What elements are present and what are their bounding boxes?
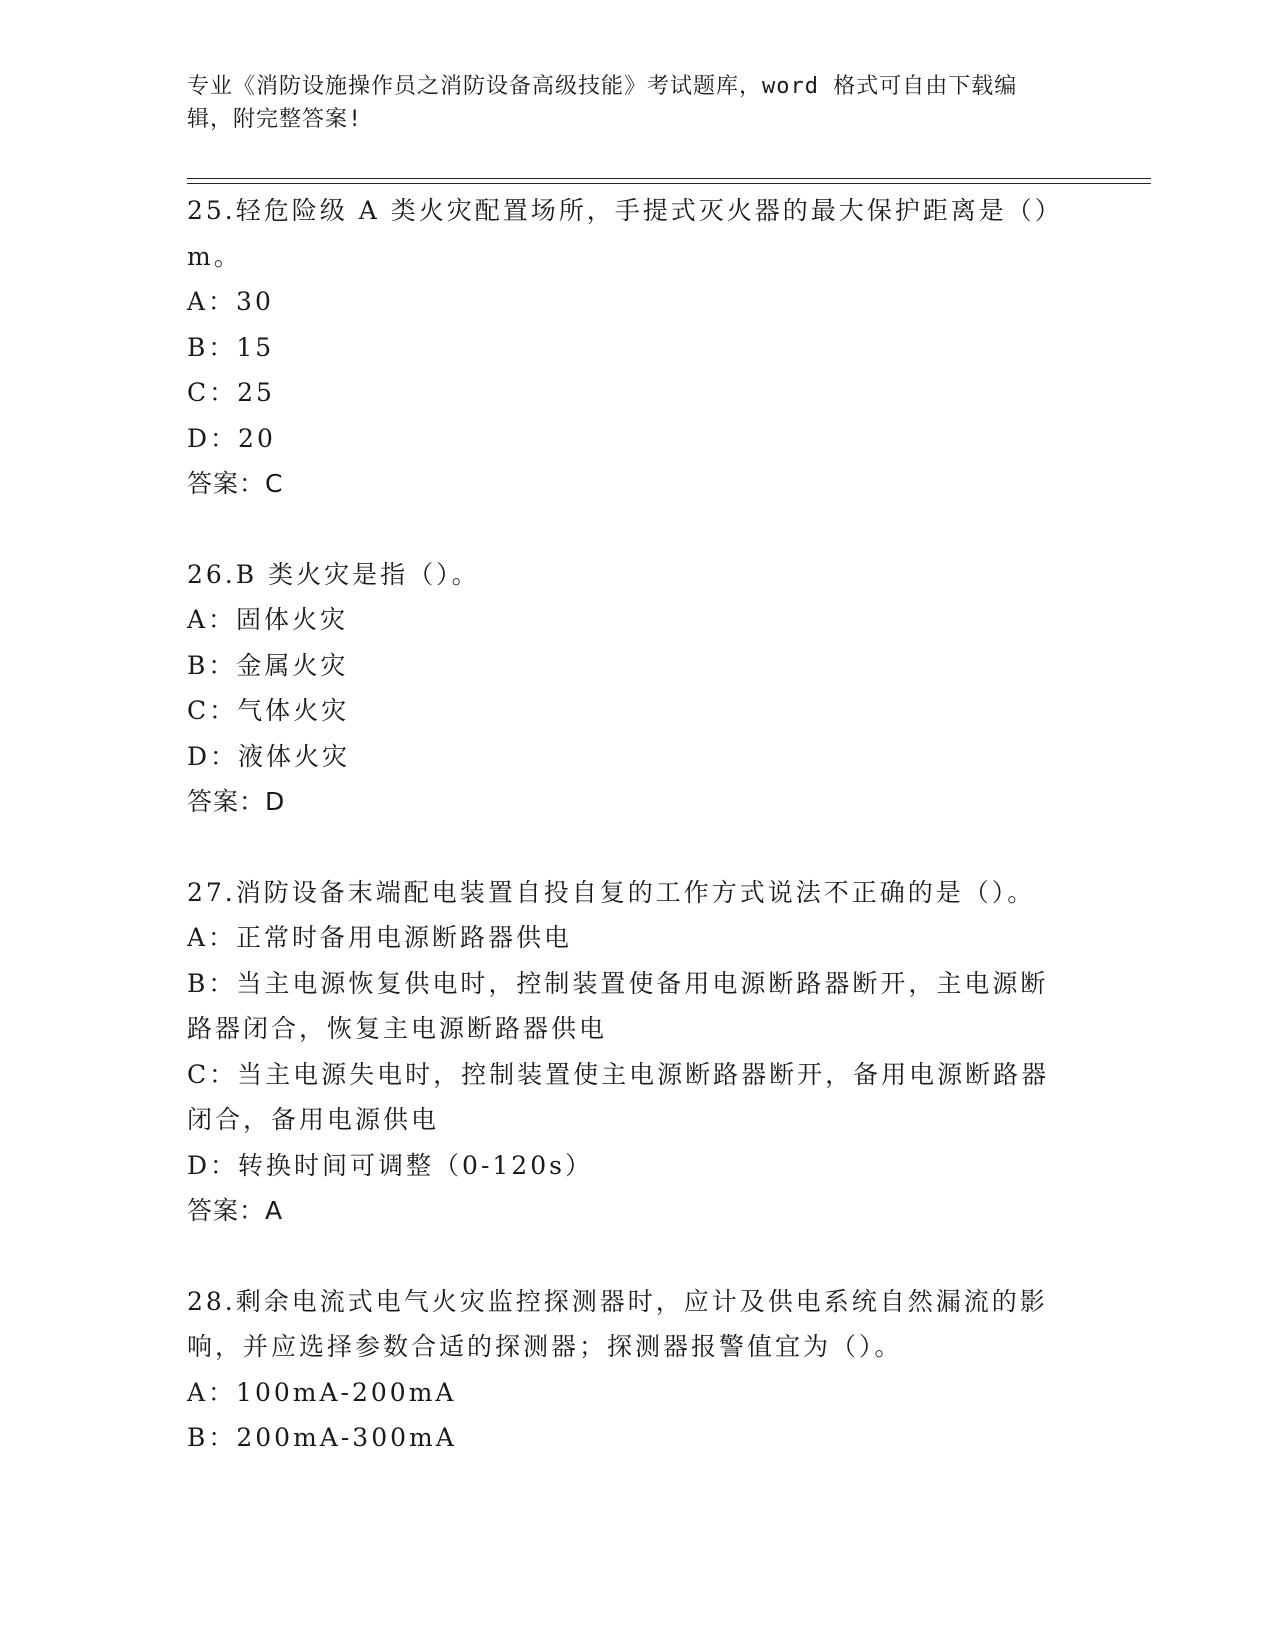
question-28: [187, 1279, 1087, 1461]
header-divider: [187, 178, 1151, 179]
option-b: B：金属火灾: [187, 650, 349, 680]
answer: 答案：A: [187, 1196, 284, 1225]
option-a: A：100mA-200mA: [187, 1377, 457, 1407]
header-line: 专业《消防设施操作员之消防设备高级技能》考试题库，word 格式可自由下载编: [187, 74, 1018, 99]
question-text: 28.剩余电流式电气火灾监控探测器时，应计及供电系统自然漏流的影: [187, 1286, 1048, 1316]
question-27: [187, 870, 1087, 1234]
option-d: D：20: [187, 423, 276, 453]
option-b: B：15: [187, 332, 275, 362]
answer: 答案：C: [187, 469, 284, 498]
question-text: 26.B 类火灾是指（）。: [187, 559, 480, 589]
option-a: A：固体火灾: [187, 605, 349, 634]
option-b: B：200mA-300mA: [187, 1423, 457, 1452]
option-d: D：液体火灾: [187, 741, 351, 771]
option-c: C：25: [187, 378, 275, 407]
question-25: [187, 188, 1087, 507]
question-text: 响，并应选择参数合适的探测器；探测器报警值宜为（）。: [187, 1332, 903, 1361]
option-c-continued: 闭合，备用电源供电: [187, 1105, 440, 1134]
header-line: 辑，附完整答案!: [187, 107, 363, 132]
question-list: [187, 188, 1087, 1506]
option-a: A：正常时备用电源断路器供电: [187, 923, 573, 952]
answer: 答案：D: [187, 787, 286, 816]
option-c: C：当主电源失电时，控制装置使主电源断路器断开，备用电源断路器: [187, 1059, 1050, 1089]
document-header: [187, 70, 1067, 136]
option-b-continued: 路器闭合，恢复主电源断路器供电: [187, 1014, 608, 1043]
header-divider: [187, 183, 1151, 184]
question-text: 27.消防设备末端配电装置自投自复的工作方式说法不正确的是（）。: [187, 877, 1036, 907]
question-text: 25.轻危险级 A 类火灾配置场所，手提式灭火器的最大保护距离是（）: [187, 196, 1063, 225]
question-26: [187, 552, 1087, 825]
option-d: D：转换时间可调整（0-120s）: [187, 1150, 593, 1180]
option-a: A：30: [187, 287, 274, 316]
option-c: C：气体火灾: [187, 696, 350, 725]
question-text: m。: [187, 241, 242, 271]
option-b: B：当主电源恢复供电时，控制装置使备用电源断路器断开，主电源断: [187, 968, 1049, 998]
